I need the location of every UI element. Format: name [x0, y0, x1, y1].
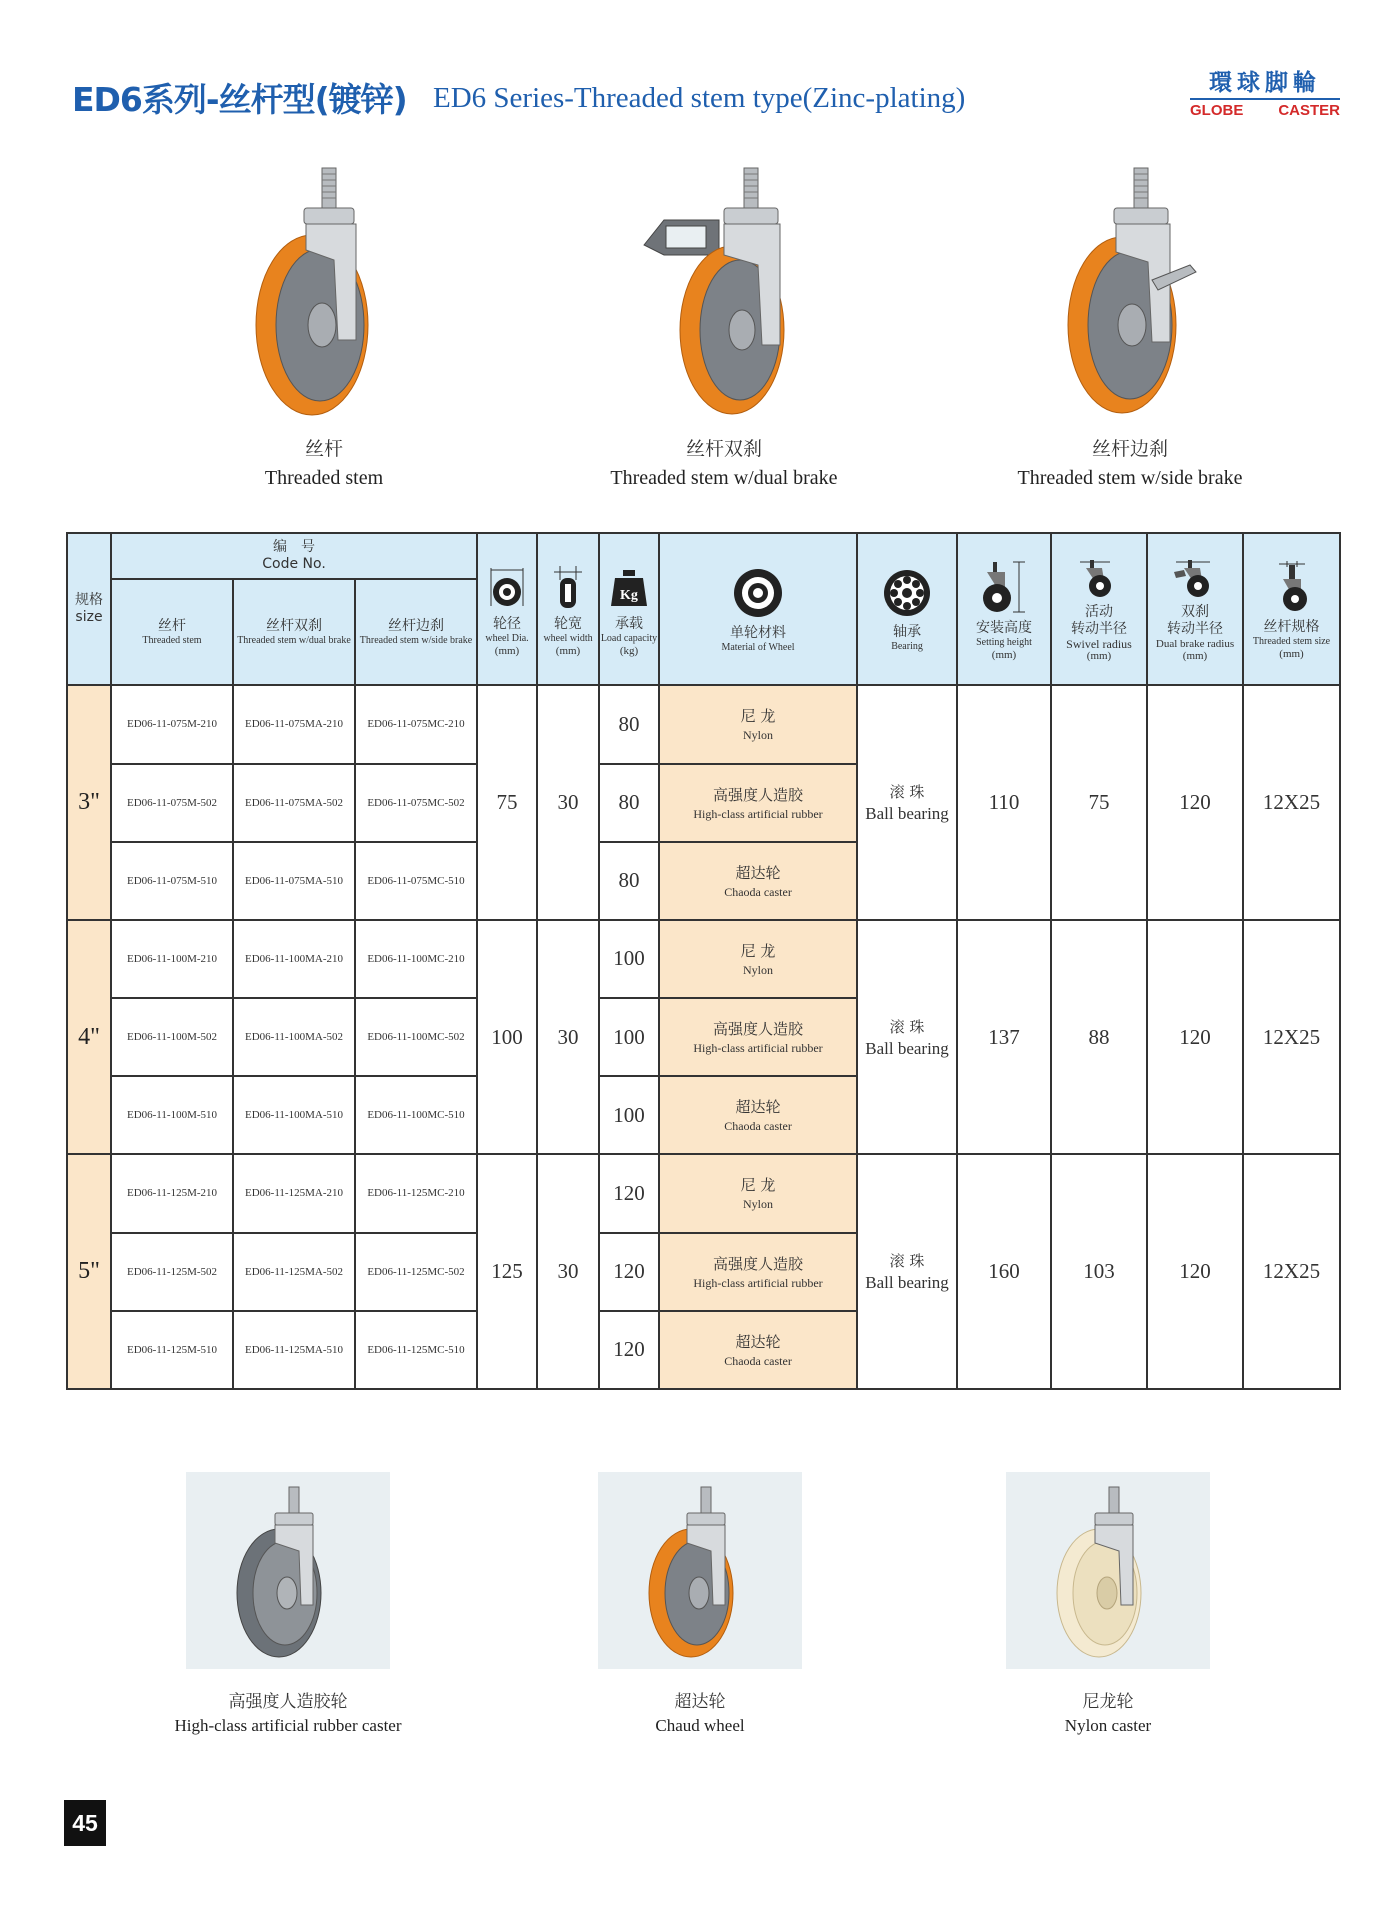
setting-height-cell: 160: [957, 1154, 1051, 1389]
material-cell: [659, 1076, 857, 1154]
header-swivel-cn1: 活动: [1085, 604, 1114, 621]
swivel-radius-cell: 103: [1051, 1154, 1147, 1389]
page-title-en: ED6 Series-Threaded stem type(Zinc-plating): [433, 82, 966, 114]
code-stem-cell: ED06-11-100M-510: [111, 1076, 233, 1154]
material-cn: 超达轮: [735, 1332, 781, 1351]
dual-brake-radius-cell: 120: [1147, 685, 1243, 920]
weight-icon: [609, 564, 649, 610]
header-dual-en: Threaded stem w/dual brake: [237, 634, 351, 646]
stem-size-icon: [1267, 561, 1317, 613]
caster-side-brake-image: [1040, 160, 1220, 420]
header-bearing-en: Bearing: [891, 640, 923, 652]
dual-brake-radius-icon: [1170, 558, 1220, 598]
header-dia-unit: (mm): [494, 644, 520, 657]
brand-caster: CASTER: [1278, 102, 1340, 119]
code-dual-cell: ED06-11-075MA-502: [233, 764, 355, 842]
code-side-cell: ED06-11-075MC-502: [355, 764, 477, 842]
spec-table: [66, 532, 1341, 1390]
load-cell: 80: [599, 685, 659, 763]
caster-threaded-stem-image: [234, 160, 414, 420]
header-wheel-width: [537, 533, 599, 685]
material-cell: [659, 998, 857, 1076]
spec-table-body: [67, 685, 1340, 1389]
thumb-label-en: Nylon caster: [1064, 1716, 1152, 1735]
header-load-en: Load capacity: [600, 632, 658, 644]
wheel-width-cell: 30: [537, 1154, 599, 1389]
header-load-unit: (kg): [619, 644, 639, 657]
thumb-chaoda: [500, 1472, 900, 1736]
code-dual-cell: ED06-11-125MA-510: [233, 1311, 355, 1389]
code-stem-cell: ED06-11-100M-502: [111, 998, 233, 1076]
setting-height-icon: [979, 560, 1029, 614]
material-en: High-class artificial rubber: [693, 1041, 823, 1056]
thumb-nylon: [908, 1472, 1308, 1736]
material-cell: [659, 1311, 857, 1389]
header-stemsize-cn: 丝杆规格: [1263, 618, 1320, 635]
code-stem-cell: ED06-11-125M-502: [111, 1233, 233, 1311]
material-cn: 尼 龙: [740, 707, 776, 726]
thumb-label-cn: 高强度人造胶轮: [228, 1692, 348, 1712]
header-load-cn: 承载: [615, 615, 644, 632]
code-dual-cell: ED06-11-100MA-510: [233, 1076, 355, 1154]
code-stem-cell: ED06-11-075M-510: [111, 842, 233, 920]
wheel-width-cell: 30: [537, 920, 599, 1155]
header-setting-unit: (mm): [991, 648, 1017, 661]
material-cell: [659, 685, 857, 763]
stem-size-cell: 12X25: [1243, 1154, 1340, 1389]
header-side-cn: 丝杆边刹: [388, 617, 444, 634]
header-dual-cn: 丝杆双刹: [266, 617, 322, 634]
header-swivel-radius: [1051, 533, 1147, 685]
bearing-cell: [857, 1154, 957, 1389]
header-dia-en: wheel Dia.: [485, 632, 529, 644]
header-size-en: size: [75, 609, 103, 626]
material-cn: 高强度人造胶: [713, 785, 804, 804]
header-stemsize-en: Threaded stem size: [1252, 635, 1331, 647]
code-side-cell: ED06-11-100MC-210: [355, 920, 477, 998]
load-cell: 100: [599, 1076, 659, 1154]
code-dual-cell: ED06-11-100MA-502: [233, 998, 355, 1076]
header-stem-en: Threaded stem: [142, 634, 202, 646]
material-en: Chaoda caster: [724, 1119, 792, 1134]
material-cell: [659, 764, 857, 842]
header-wheel-dia: [477, 533, 537, 685]
load-cell: 80: [599, 842, 659, 920]
thumb-chaoda-frame: [598, 1472, 802, 1669]
brand-globe: GLOBE: [1190, 102, 1244, 119]
material-en: Chaoda caster: [724, 1353, 792, 1368]
load-cell: 80: [599, 764, 659, 842]
size-cell: 3": [67, 685, 111, 920]
table-row: [67, 1154, 1340, 1232]
header-swivel-cn2: 转动半径: [1071, 621, 1128, 638]
code-side-cell: ED06-11-100MC-510: [355, 1076, 477, 1154]
product-label-cn: 丝杆双刹: [685, 438, 762, 460]
load-cell: 120: [599, 1311, 659, 1389]
material-cn: 尼 龙: [740, 1176, 776, 1195]
wheel-dia-cell: 100: [477, 920, 537, 1155]
setting-height-cell: 137: [957, 920, 1051, 1155]
code-side-cell: ED06-11-125MC-210: [355, 1154, 477, 1232]
header-setting-en: Setting height: [976, 636, 1032, 648]
chaoda-caster-image: [625, 1481, 775, 1661]
thumb-label-en: High-class artificial rubber caster: [174, 1716, 402, 1735]
material-cn: 尼 龙: [740, 941, 776, 960]
product-side-brake: [980, 160, 1280, 490]
header-load: [599, 533, 659, 685]
header-code-side: [355, 579, 477, 685]
load-cell: 120: [599, 1233, 659, 1311]
product-label-en: Threaded stem w/dual brake: [610, 467, 838, 489]
bearing-en: Ball bearing: [865, 804, 949, 824]
header-dualr-cn1: 双刹: [1181, 604, 1210, 621]
header-material-cn: 单轮材料: [730, 624, 787, 641]
header-code-stem: [111, 579, 233, 685]
swivel-radius-icon: [1074, 558, 1124, 598]
code-stem-cell: ED06-11-075M-502: [111, 764, 233, 842]
header-size-cn: 规格: [75, 592, 103, 609]
bearing-cell: [857, 685, 957, 920]
header-material-en: Material of Wheel: [721, 641, 795, 653]
table-row: [67, 920, 1340, 998]
header-dualr-unit: (mm): [1182, 650, 1208, 663]
header-dualr-en: Dual brake radius: [1155, 638, 1235, 651]
code-stem-cell: ED06-11-125M-210: [111, 1154, 233, 1232]
wheel-material-icon: [732, 567, 784, 619]
code-dual-cell: ED06-11-075MA-210: [233, 685, 355, 763]
table-row: [67, 685, 1340, 763]
brand-logo: [1190, 64, 1340, 119]
swivel-radius-cell: 88: [1051, 920, 1147, 1155]
header-dia-cn: 轮径: [493, 615, 522, 632]
material-en: Nylon: [743, 1197, 774, 1212]
weight-icon-text: Kg: [620, 587, 638, 603]
rubber-caster-image: [213, 1481, 363, 1661]
code-side-cell: ED06-11-100MC-502: [355, 998, 477, 1076]
material-en: High-class artificial rubber: [693, 1275, 823, 1290]
thumb-label-en: Chaud wheel: [655, 1716, 745, 1735]
thumb-rubber-frame: [186, 1472, 390, 1669]
header-dual-brake-radius: [1147, 533, 1243, 685]
wheel-width-cell: 30: [537, 685, 599, 920]
header-width-unit: (mm): [555, 644, 581, 657]
header-code: [111, 533, 477, 579]
size-cell: 4": [67, 920, 111, 1155]
bearing-cell: [857, 920, 957, 1155]
setting-height-cell: 110: [957, 685, 1051, 920]
code-dual-cell: ED06-11-125MA-210: [233, 1154, 355, 1232]
wheel-dia-icon: [487, 564, 527, 610]
bearing-en: Ball bearing: [865, 1273, 949, 1293]
header-side-en: Threaded stem w/side brake: [359, 634, 473, 646]
header-code-cn: 编 号: [273, 539, 315, 556]
load-cell: 100: [599, 998, 659, 1076]
product-label-cn: 丝杆边刹: [1091, 438, 1168, 460]
header-setting-cn: 安装高度: [976, 619, 1033, 636]
header-code-dual: [233, 579, 355, 685]
swivel-radius-cell: 75: [1051, 685, 1147, 920]
bearing-cn: 滚 珠: [889, 783, 925, 802]
load-cell: 100: [599, 920, 659, 998]
thumb-label-cn: 尼龙轮: [1082, 1692, 1134, 1712]
product-threaded-stem: [174, 160, 474, 490]
material-cn: 高强度人造胶: [713, 1254, 804, 1273]
code-stem-cell: ED06-11-075M-210: [111, 685, 233, 763]
code-side-cell: ED06-11-075MC-510: [355, 842, 477, 920]
product-label-en: Threaded stem w/side brake: [1017, 467, 1243, 489]
brand-name-en: [1190, 102, 1340, 119]
material-cell: [659, 920, 857, 998]
header-swivel-unit: (mm): [1086, 650, 1112, 663]
bearing-cn: 滚 珠: [889, 1252, 925, 1271]
page-title-cn: ED6系列-丝杆型(镀锌): [72, 80, 407, 119]
code-dual-cell: ED06-11-125MA-502: [233, 1233, 355, 1311]
stem-size-cell: 12X25: [1243, 920, 1340, 1155]
product-label-en: Threaded stem: [264, 467, 384, 489]
wheel-dia-cell: 125: [477, 1154, 537, 1389]
header-size: [67, 533, 111, 685]
thumb-rubber: [88, 1472, 488, 1736]
code-side-cell: ED06-11-125MC-510: [355, 1311, 477, 1389]
wheel-width-icon: [548, 564, 588, 610]
stem-size-cell: 12X25: [1243, 685, 1340, 920]
load-cell: 120: [599, 1154, 659, 1232]
thumb-nylon-frame: [1006, 1472, 1210, 1669]
material-en: Nylon: [743, 962, 774, 977]
wheel-dia-cell: 75: [477, 685, 537, 920]
code-side-cell: ED06-11-125MC-502: [355, 1233, 477, 1311]
code-stem-cell: ED06-11-125M-510: [111, 1311, 233, 1389]
caster-dual-brake-image: [624, 160, 824, 420]
material-cn: 超达轮: [735, 863, 781, 882]
material-cell: [659, 1154, 857, 1232]
brand-name-cn: 環球脚輪: [1190, 64, 1340, 100]
dual-brake-radius-cell: 120: [1147, 920, 1243, 1155]
bearing-en: Ball bearing: [865, 1038, 949, 1058]
header-width-cn: 轮宽: [554, 615, 583, 632]
code-stem-cell: ED06-11-100M-210: [111, 920, 233, 998]
code-dual-cell: ED06-11-075MA-510: [233, 842, 355, 920]
ball-bearing-icon: [882, 568, 932, 618]
material-cell: [659, 842, 857, 920]
header-dualr-cn2: 转动半径: [1167, 621, 1224, 638]
material-cn: 超达轮: [735, 1098, 781, 1117]
code-side-cell: ED06-11-075MC-210: [355, 685, 477, 763]
header-swivel-en: Swivel radius: [1066, 637, 1132, 652]
header-material: [659, 533, 857, 685]
thumb-label-cn: 超达轮: [674, 1692, 726, 1712]
header-stem-cn: 丝杆: [158, 617, 186, 634]
page-number: 45: [64, 1800, 106, 1846]
material-en: High-class artificial rubber: [693, 806, 823, 821]
code-dual-cell: ED06-11-100MA-210: [233, 920, 355, 998]
product-dual-brake: [574, 160, 874, 490]
material-cn: 高强度人造胶: [713, 1020, 804, 1039]
header-bearing-cn: 轴承: [893, 623, 922, 640]
header-stem-size: [1243, 533, 1340, 685]
size-cell: 5": [67, 1154, 111, 1389]
header-width-en: wheel width: [543, 632, 593, 644]
header-stemsize-unit: (mm): [1279, 647, 1304, 660]
nylon-caster-image: [1033, 1481, 1183, 1661]
header-bearing: [857, 533, 957, 685]
material-cell: [659, 1233, 857, 1311]
dual-brake-radius-cell: 120: [1147, 1154, 1243, 1389]
header-setting-height: [957, 533, 1051, 685]
product-label-cn: 丝杆: [304, 438, 343, 460]
bearing-cn: 滚 珠: [889, 1017, 925, 1036]
material-en: Chaoda caster: [724, 884, 792, 899]
material-en: Nylon: [743, 728, 774, 743]
header-code-en: Code No.: [262, 556, 326, 573]
